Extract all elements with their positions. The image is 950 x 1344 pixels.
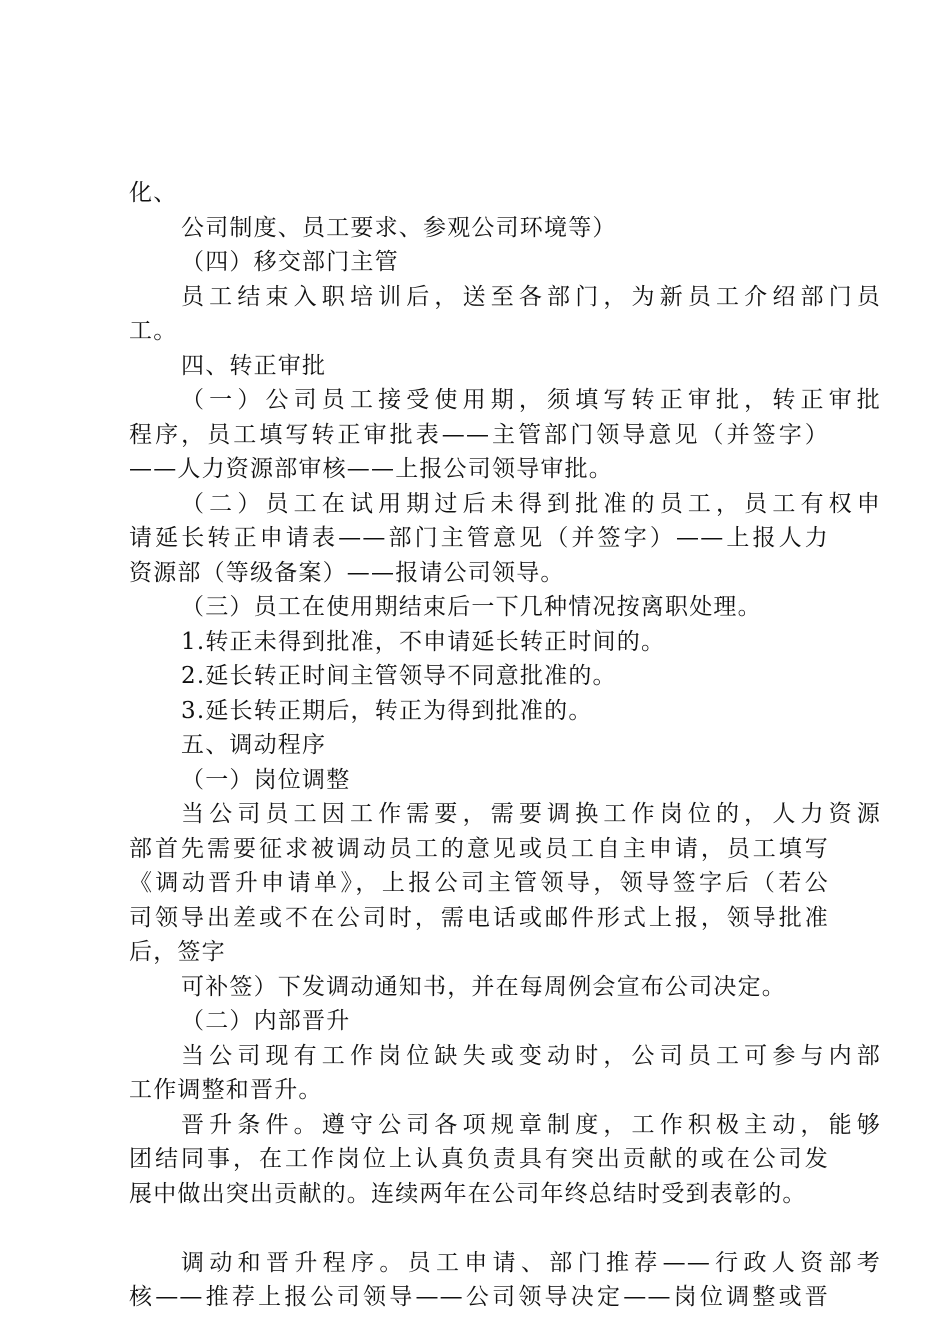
text-line: 《调动晋升申请单》，上报公司主管领导，领导签字后（若公 (129, 870, 829, 896)
list-item: 3.延长转正期后，转正为得到批准的。 (181, 697, 593, 724)
paragraph-gap (129, 1211, 834, 1246)
text-line: 可补签）下发调动通知书，并在每周例会宣布公司决定。 (181, 973, 786, 1000)
text-line: 资源部（等级备案）——报请公司领导。 (129, 559, 565, 586)
text-line: 部首先需要征求被调动员工的意见或员工自主申请，员工填写 (129, 835, 829, 862)
text-line: 晋升条件。遵守公司各项规章制度，工作积极主动，能够 (181, 1111, 881, 1138)
text-line: 当公司员工因工作需要，需要调换工作岗位的，人力资源 (181, 801, 881, 827)
text-line: 员工结束入职培训后，送至各部门，为新员工介绍部门员 (181, 283, 881, 310)
text-line: 工作调整和晋升。 (129, 1077, 323, 1103)
text-line: 请延长转正申请表——部门主管意见（并签字）——上报人力 (129, 525, 829, 551)
section-heading: 五、调动程序 (181, 732, 327, 758)
text-line: 当公司现有工作岗位缺失或变动时，公司员工可参与内部 (181, 1042, 881, 1069)
text-line: 团结同事，在工作岗位上认真负责具有突出贡献的或在公司发 (129, 1146, 829, 1172)
document-body (129, 176, 881, 1315)
section-heading: （一）岗位调整 (181, 766, 351, 793)
text-line: 核——推荐上报公司领导——公司领导决定——岗位调整或晋 (129, 1284, 829, 1310)
text-line: 调动和晋升程序。员工申请、部门推荐——行政人资部考 (181, 1249, 881, 1276)
list-item: 2.延长转正时间主管领导不同意批准的。 (181, 663, 617, 689)
text-line: 司领导出差或不在公司时，需电话或邮件形式上报，领导批准 (129, 904, 829, 931)
list-item: 1.转正未得到批准，不申请延长转正时间的。 (181, 628, 666, 655)
text-line: 公司制度、员工要求、参观公司环境等） (181, 214, 617, 241)
text-line: ——人力资源部审核——上报公司领导审批。 (129, 456, 613, 482)
text-line: （二）员工在试用期过后未得到批准的员工，员工有权申 (181, 490, 881, 517)
section-heading: （四）移交部门主管 (181, 249, 399, 275)
text-line: 化、 (129, 180, 178, 206)
text-line: （一）公司员工接受使用期，须填写转正审批，转正审批 (181, 387, 881, 413)
text-line: 工。 (129, 318, 178, 344)
text-line: 程序，员工填写转正审批表——主管部门领导意见（并签字） (129, 421, 829, 448)
text-line: 展中做出突出贡献的。连续两年在公司年终总结时受到表彰的。 (129, 1180, 807, 1207)
section-heading: 四、转正审批 (181, 352, 327, 379)
section-heading: （二）内部晋升 (181, 1008, 351, 1034)
text-line: （三）员工在使用期结束后一下几种情况按离职处理。 (181, 594, 762, 620)
text-line: 后，签字 (129, 939, 226, 965)
